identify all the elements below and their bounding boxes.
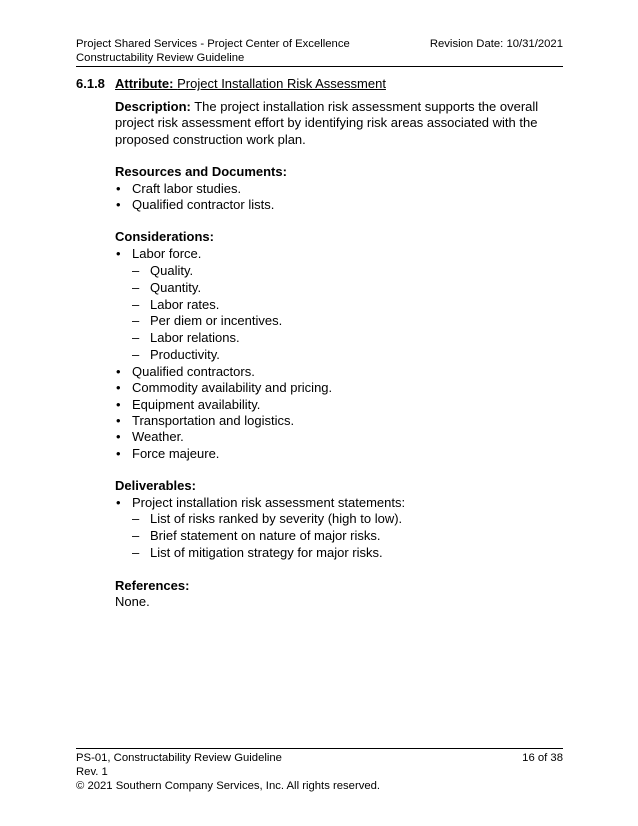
- footer-copyright: © 2021 Southern Company Services, Inc. All rights reserved.: [76, 780, 381, 792]
- section-content: [115, 99, 565, 610]
- sublist-item: – Per diem or incentives.: [132, 313, 565, 329]
- list-item: • Commodity availability and pricing.: [115, 380, 565, 396]
- deliverable-label: Project installation risk assessment statements:: [132, 494, 406, 510]
- list-item: • Qualified contractor lists.: [115, 197, 565, 213]
- footer-row: [76, 751, 563, 765]
- sublist-item: – Productivity.: [132, 347, 565, 363]
- attribute-title-text: Project Installation Risk Assessment: [177, 76, 386, 91]
- section-heading: [76, 76, 386, 92]
- footer-revision: Rev. 1: [76, 766, 108, 778]
- list-item: • Weather.: [115, 429, 565, 445]
- sublist-item: – List of mitigation strategy for major risks.: [132, 545, 565, 561]
- section-number: 6.1.8: [76, 76, 105, 91]
- list-item: • Force majeure.: [115, 446, 565, 462]
- header-revision-date: Revision Date: 10/31/2021: [429, 38, 563, 50]
- sublist-item: – Labor rates.: [132, 297, 565, 313]
- resources-list: [115, 181, 565, 214]
- list-item: • Craft labor studies.: [115, 181, 565, 197]
- deliverables-list: [115, 495, 565, 562]
- list-item: [115, 495, 565, 562]
- deliverables-title: Deliverables:: [115, 478, 196, 494]
- description-paragraph: [115, 99, 565, 148]
- sublist-item: – Labor relations.: [132, 330, 565, 346]
- deliverables-sublist: [132, 511, 565, 561]
- list-item: • Equipment availability.: [115, 397, 565, 413]
- considerations-list: [115, 246, 565, 462]
- list-item: • Transportation and logistics.: [115, 413, 565, 429]
- attribute-label: Attribute:: [115, 76, 174, 91]
- header-organization: Project Shared Services - Project Center of Excellence: [76, 38, 350, 50]
- labor-force-sublist: [132, 263, 565, 364]
- sublist-item: – Quality.: [132, 263, 565, 279]
- page-header: [76, 37, 563, 65]
- references-text: None.: [115, 594, 150, 610]
- sublist-item: – List of risks ranked by severity (high to low).: [132, 511, 565, 527]
- sublist-item: – Brief statement on nature of major risks.: [132, 528, 565, 544]
- header-row: [76, 37, 563, 51]
- page-number: 16 of 38: [522, 752, 563, 764]
- labor-force-label: Labor force.: [132, 245, 202, 261]
- resources-title: Resources and Documents:: [115, 164, 287, 180]
- list-item: [115, 246, 565, 364]
- page-footer: [76, 751, 563, 793]
- footer-document-id: PS-01, Constructability Review Guideline: [76, 752, 282, 764]
- sublist-item: – Quantity.: [132, 280, 565, 296]
- description-text: The project installation risk assessment supports the overall project risk assessment effort by identifying risk areas associated with the proposed construction work plan.: [115, 99, 539, 147]
- references-title: References:: [115, 577, 190, 593]
- considerations-title: Considerations:: [115, 229, 214, 245]
- description-label: Description:: [115, 99, 191, 114]
- header-document-title: Constructability Review Guideline: [76, 52, 245, 64]
- header-divider: [76, 66, 563, 67]
- footer-divider: [76, 748, 563, 749]
- attribute-title: [174, 76, 386, 91]
- list-item: • Qualified contractors.: [115, 364, 565, 380]
